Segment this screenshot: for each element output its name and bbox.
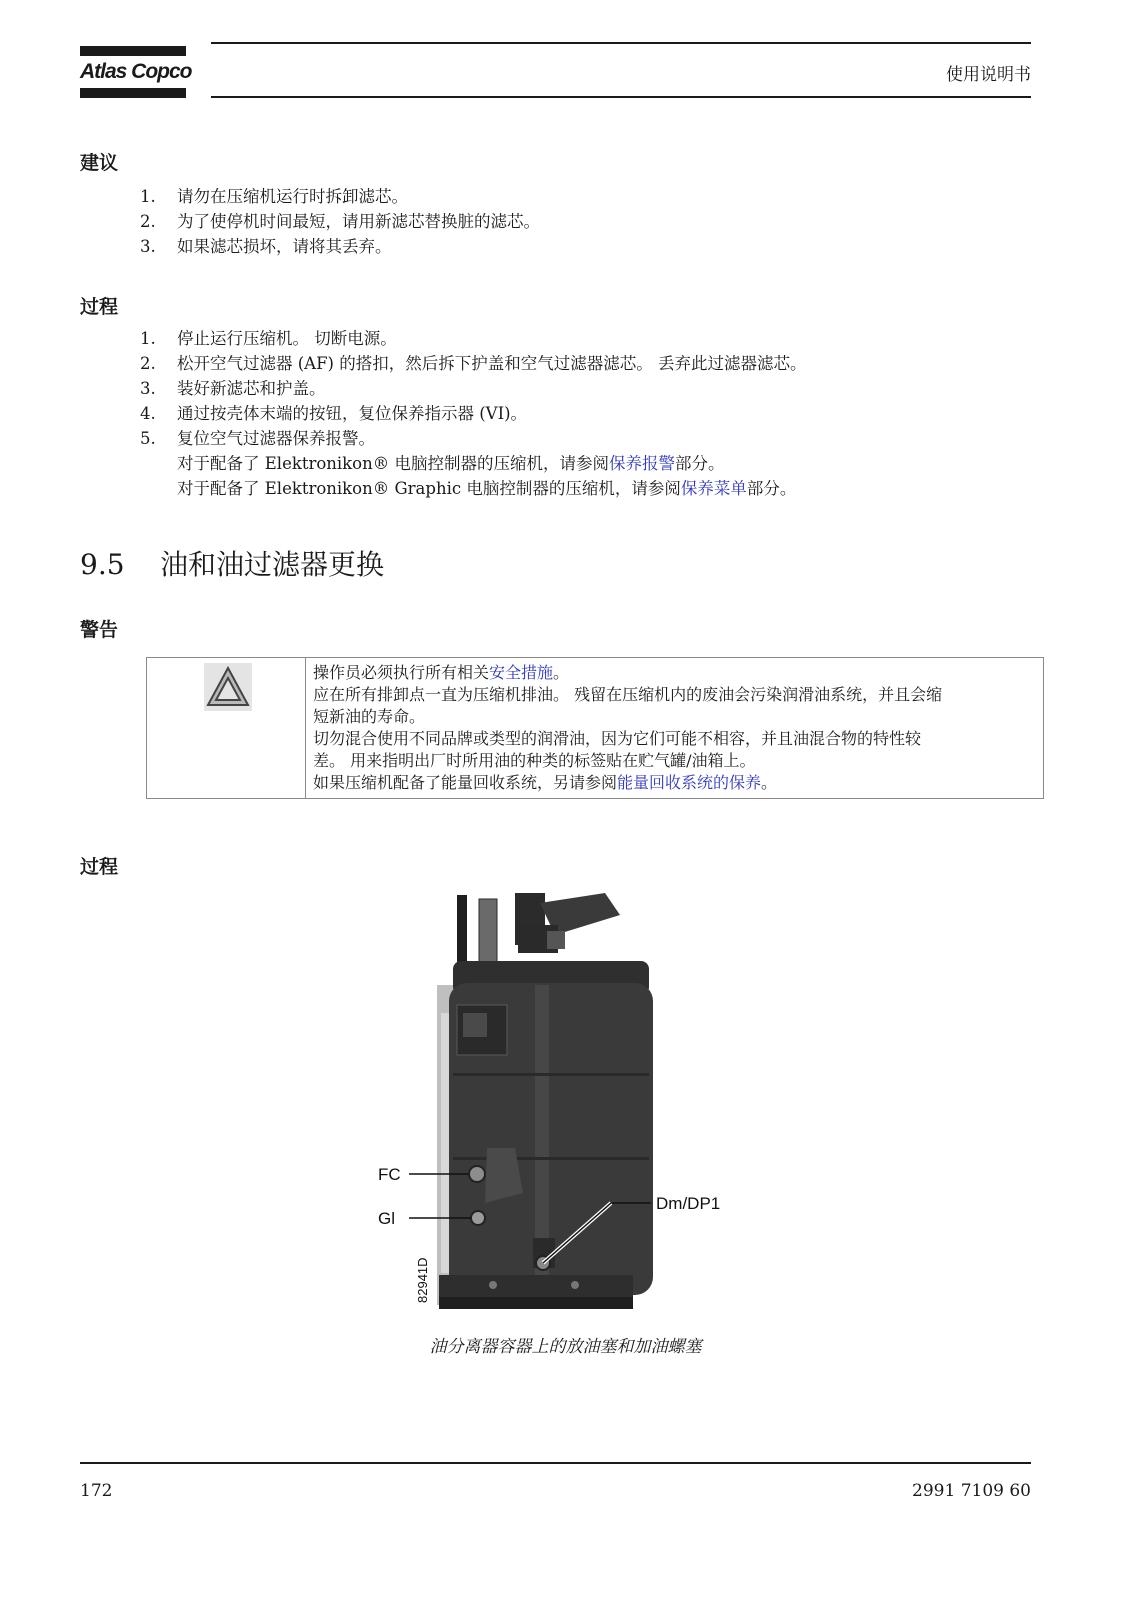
- list-item: 1. 请勿在压缩机运行时拆卸滤芯。: [140, 187, 408, 206]
- header-rule-bottom: [211, 96, 1031, 98]
- note-elektronikon: 对于配备了 Elektronikon® 电脑控制器的压缩机，请参阅保养报警部分。: [177, 454, 725, 473]
- header-rule-top: [211, 42, 1031, 44]
- dm-dp1-label: Dm/DP1: [656, 1194, 721, 1213]
- procedure-heading-2: 过程: [80, 856, 119, 878]
- gl-label: Gl: [378, 1209, 395, 1228]
- list-item: 1. 停止运行压缩机。 切断电源。: [140, 329, 397, 348]
- logo-bar-bottom: [80, 88, 186, 98]
- service-menu-link[interactable]: 保养菜单: [680, 479, 747, 498]
- section-title-text: 油和油过滤器更换: [160, 548, 385, 581]
- oil-separator-figure: [375, 893, 755, 1318]
- manual-title: 使用说明书: [946, 65, 1031, 85]
- list-item: 4. 通过按壳体末端的按钮，复位保养指示器 (VI)。: [140, 404, 528, 423]
- footer-rule: [80, 1462, 1031, 1464]
- safety-precautions-link[interactable]: 安全措施: [489, 663, 554, 682]
- logo-bar-top: [80, 46, 186, 56]
- warning-box: [146, 657, 1044, 799]
- service-alarm-link[interactable]: 保养报警: [609, 454, 675, 473]
- procedure-heading: 过程: [80, 296, 119, 318]
- atlas-copco-logo: Atlas Copco: [80, 60, 192, 83]
- fc-label: FC: [378, 1165, 401, 1184]
- list-item: 5. 复位空气过滤器保养报警。: [140, 429, 375, 448]
- list-item: 3. 如果滤芯损坏，请将其丢弃。: [140, 237, 392, 256]
- energy-recovery-link[interactable]: 能量回收系统的保养: [617, 773, 762, 792]
- document-number: 2991 7109 60: [912, 1481, 1031, 1501]
- oil-separator-vessel-drawing: [375, 893, 755, 1318]
- procedure-list: [140, 326, 1040, 501]
- recommendations-heading: 建议: [80, 152, 119, 174]
- list-item: 2. 松开空气过滤器 (AF) 的搭扣，然后拆下护盖和空气过滤器滤芯。 丢弃此过滤器滤芯。: [140, 354, 807, 373]
- note-elektronikon-graphic: 对于配备了 Elektronikon® Graphic 电脑控制器的压缩机，请参阅保养菜单部分。: [177, 479, 797, 498]
- section-number: 9.5: [80, 548, 125, 581]
- warning-heading: 警告: [80, 619, 119, 641]
- warning-divider: [305, 658, 306, 798]
- figure-caption: 油分离器容器上的放油塞和加油螺塞: [429, 1337, 702, 1357]
- section-title: [80, 543, 384, 583]
- list-item: 3. 装好新滤芯和护盖。: [140, 379, 326, 398]
- list-item: 2. 为了使停机时间最短，请用新滤芯替换脏的滤芯。: [140, 212, 540, 231]
- warning-triangle-icon: [204, 663, 252, 711]
- warning-text: 操作员必须执行所有相关安全措施。 应在所有排卸点一直为压缩机排油。 残留在压缩机内的废油会污染润滑油系统，并且会缩 短新油的寿命。 切勿混合使用不同品牌或类型的润滑油，因为它们可能不相容，并且油混合物的特性较 差。 用来指明出厂时所用油的种类的标签贴在贮气罐/油箱上。 如果压缩机配备了能量回收系统，另请参阅能量回收系统的保养。: [313, 663, 943, 792]
- recommendations-list: [140, 184, 1040, 259]
- page-number: 172: [80, 1481, 113, 1501]
- figure-id: 82941D: [415, 1257, 430, 1303]
